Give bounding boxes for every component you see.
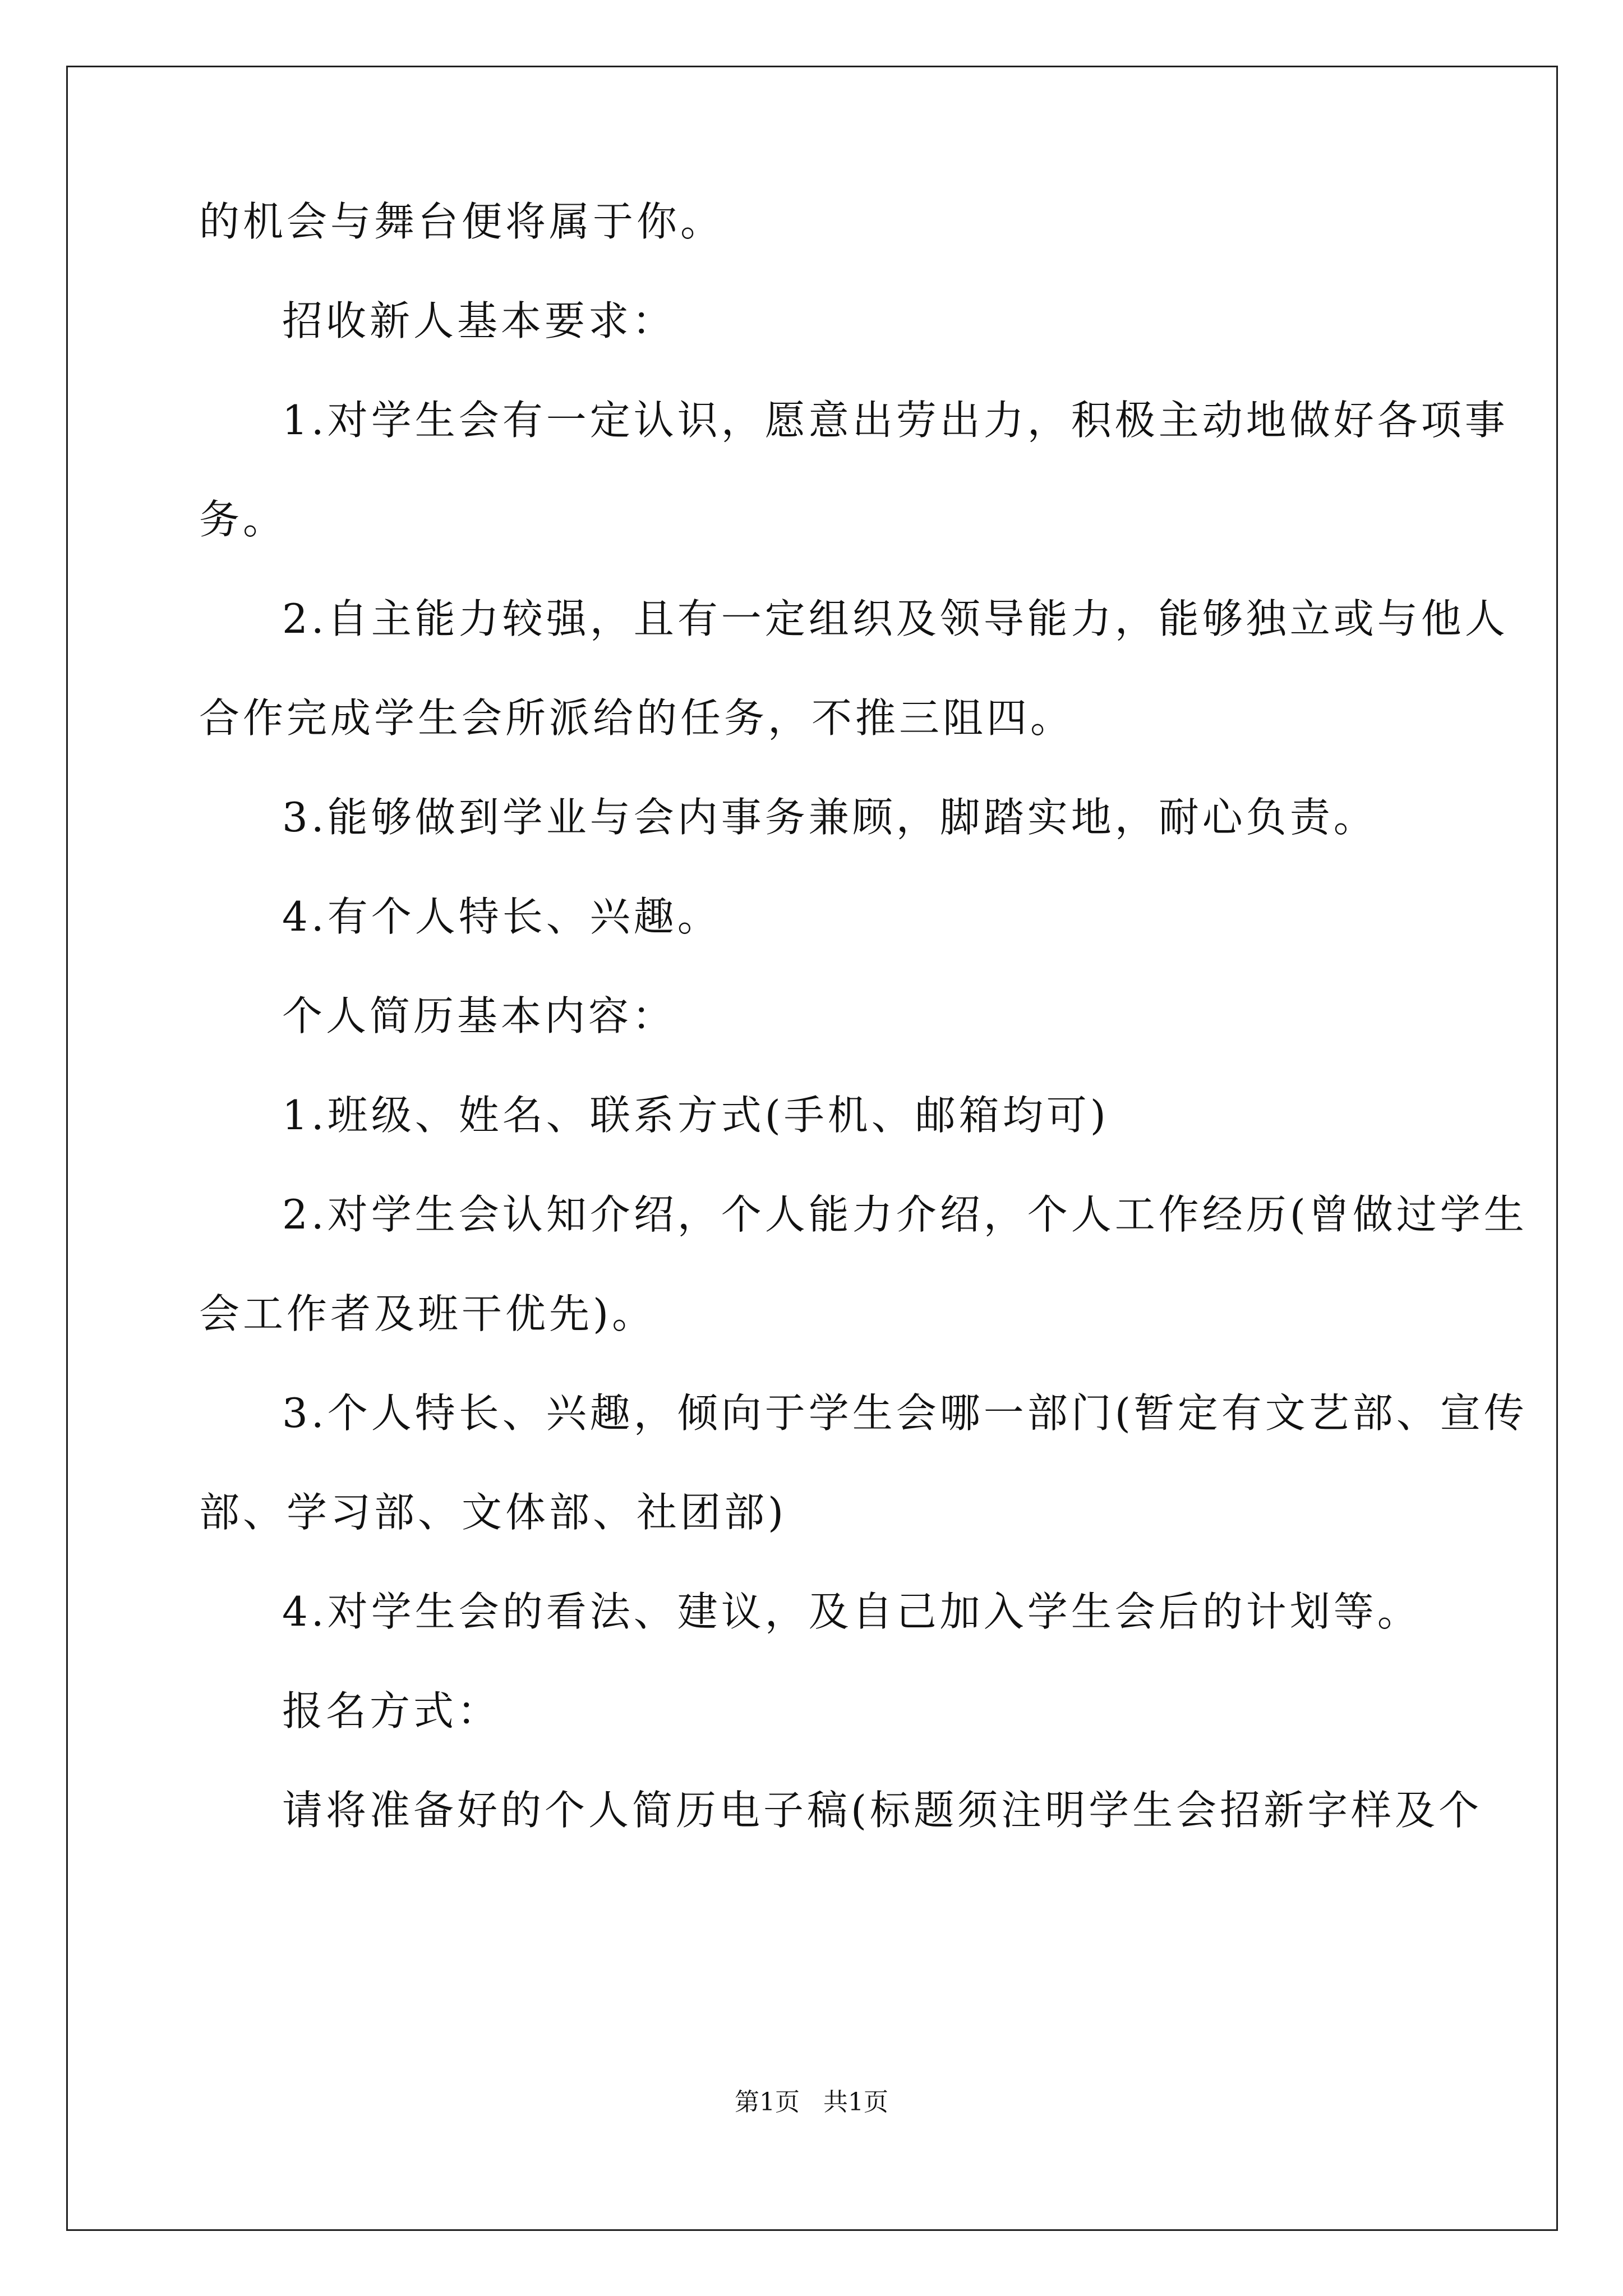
paragraph-line: 的机会与舞台便将属于你。: [199, 198, 725, 245]
list-item: 4.有个人特长、兴趣。: [282, 893, 721, 940]
list-item: 3.能够做到学业与会内事务兼顾，脚踏实地，耐心负责。: [282, 794, 1377, 841]
list-item: 2.自主能力较强，且有一定组织及领导能力，能够独立或与他人: [282, 595, 1509, 642]
list-item-continuation: 合作完成学生会所派给的任务，不推三阻四。: [199, 694, 1075, 742]
list-item: 1.对学生会有一定认识，愿意出劳出力，积极主动地做好各项事: [282, 397, 1509, 444]
list-item: 1.班级、姓名、联系方式(手机、邮箱均可): [282, 1092, 1109, 1139]
section-heading: 招收新人基本要求：: [282, 297, 676, 344]
page-footer: 第1页 共1页: [735, 2088, 888, 2116]
section-heading: 报名方式：: [282, 1687, 501, 1734]
section-heading: 个人简历基本内容：: [282, 992, 676, 1039]
list-item: 3.个人特长、兴趣，倾向于学生会哪一部门(暂定有文艺部、宣传: [282, 1389, 1528, 1437]
list-item-continuation: 务。: [199, 496, 287, 543]
list-item: 2.对学生会认知介绍，个人能力介绍，个人工作经历(曾做过学生: [282, 1191, 1528, 1238]
list-item: 4.对学生会的看法、建议，及自己加入学生会后的计划等。: [282, 1588, 1421, 1635]
list-item-continuation: 部、学习部、文体部、社团部): [199, 1489, 787, 1536]
paragraph-line: 请将准备好的个人简历电子稿(标题须注明学生会招新字样及个: [282, 1787, 1483, 1834]
list-item-continuation: 会工作者及班干优先)。: [199, 1290, 656, 1337]
